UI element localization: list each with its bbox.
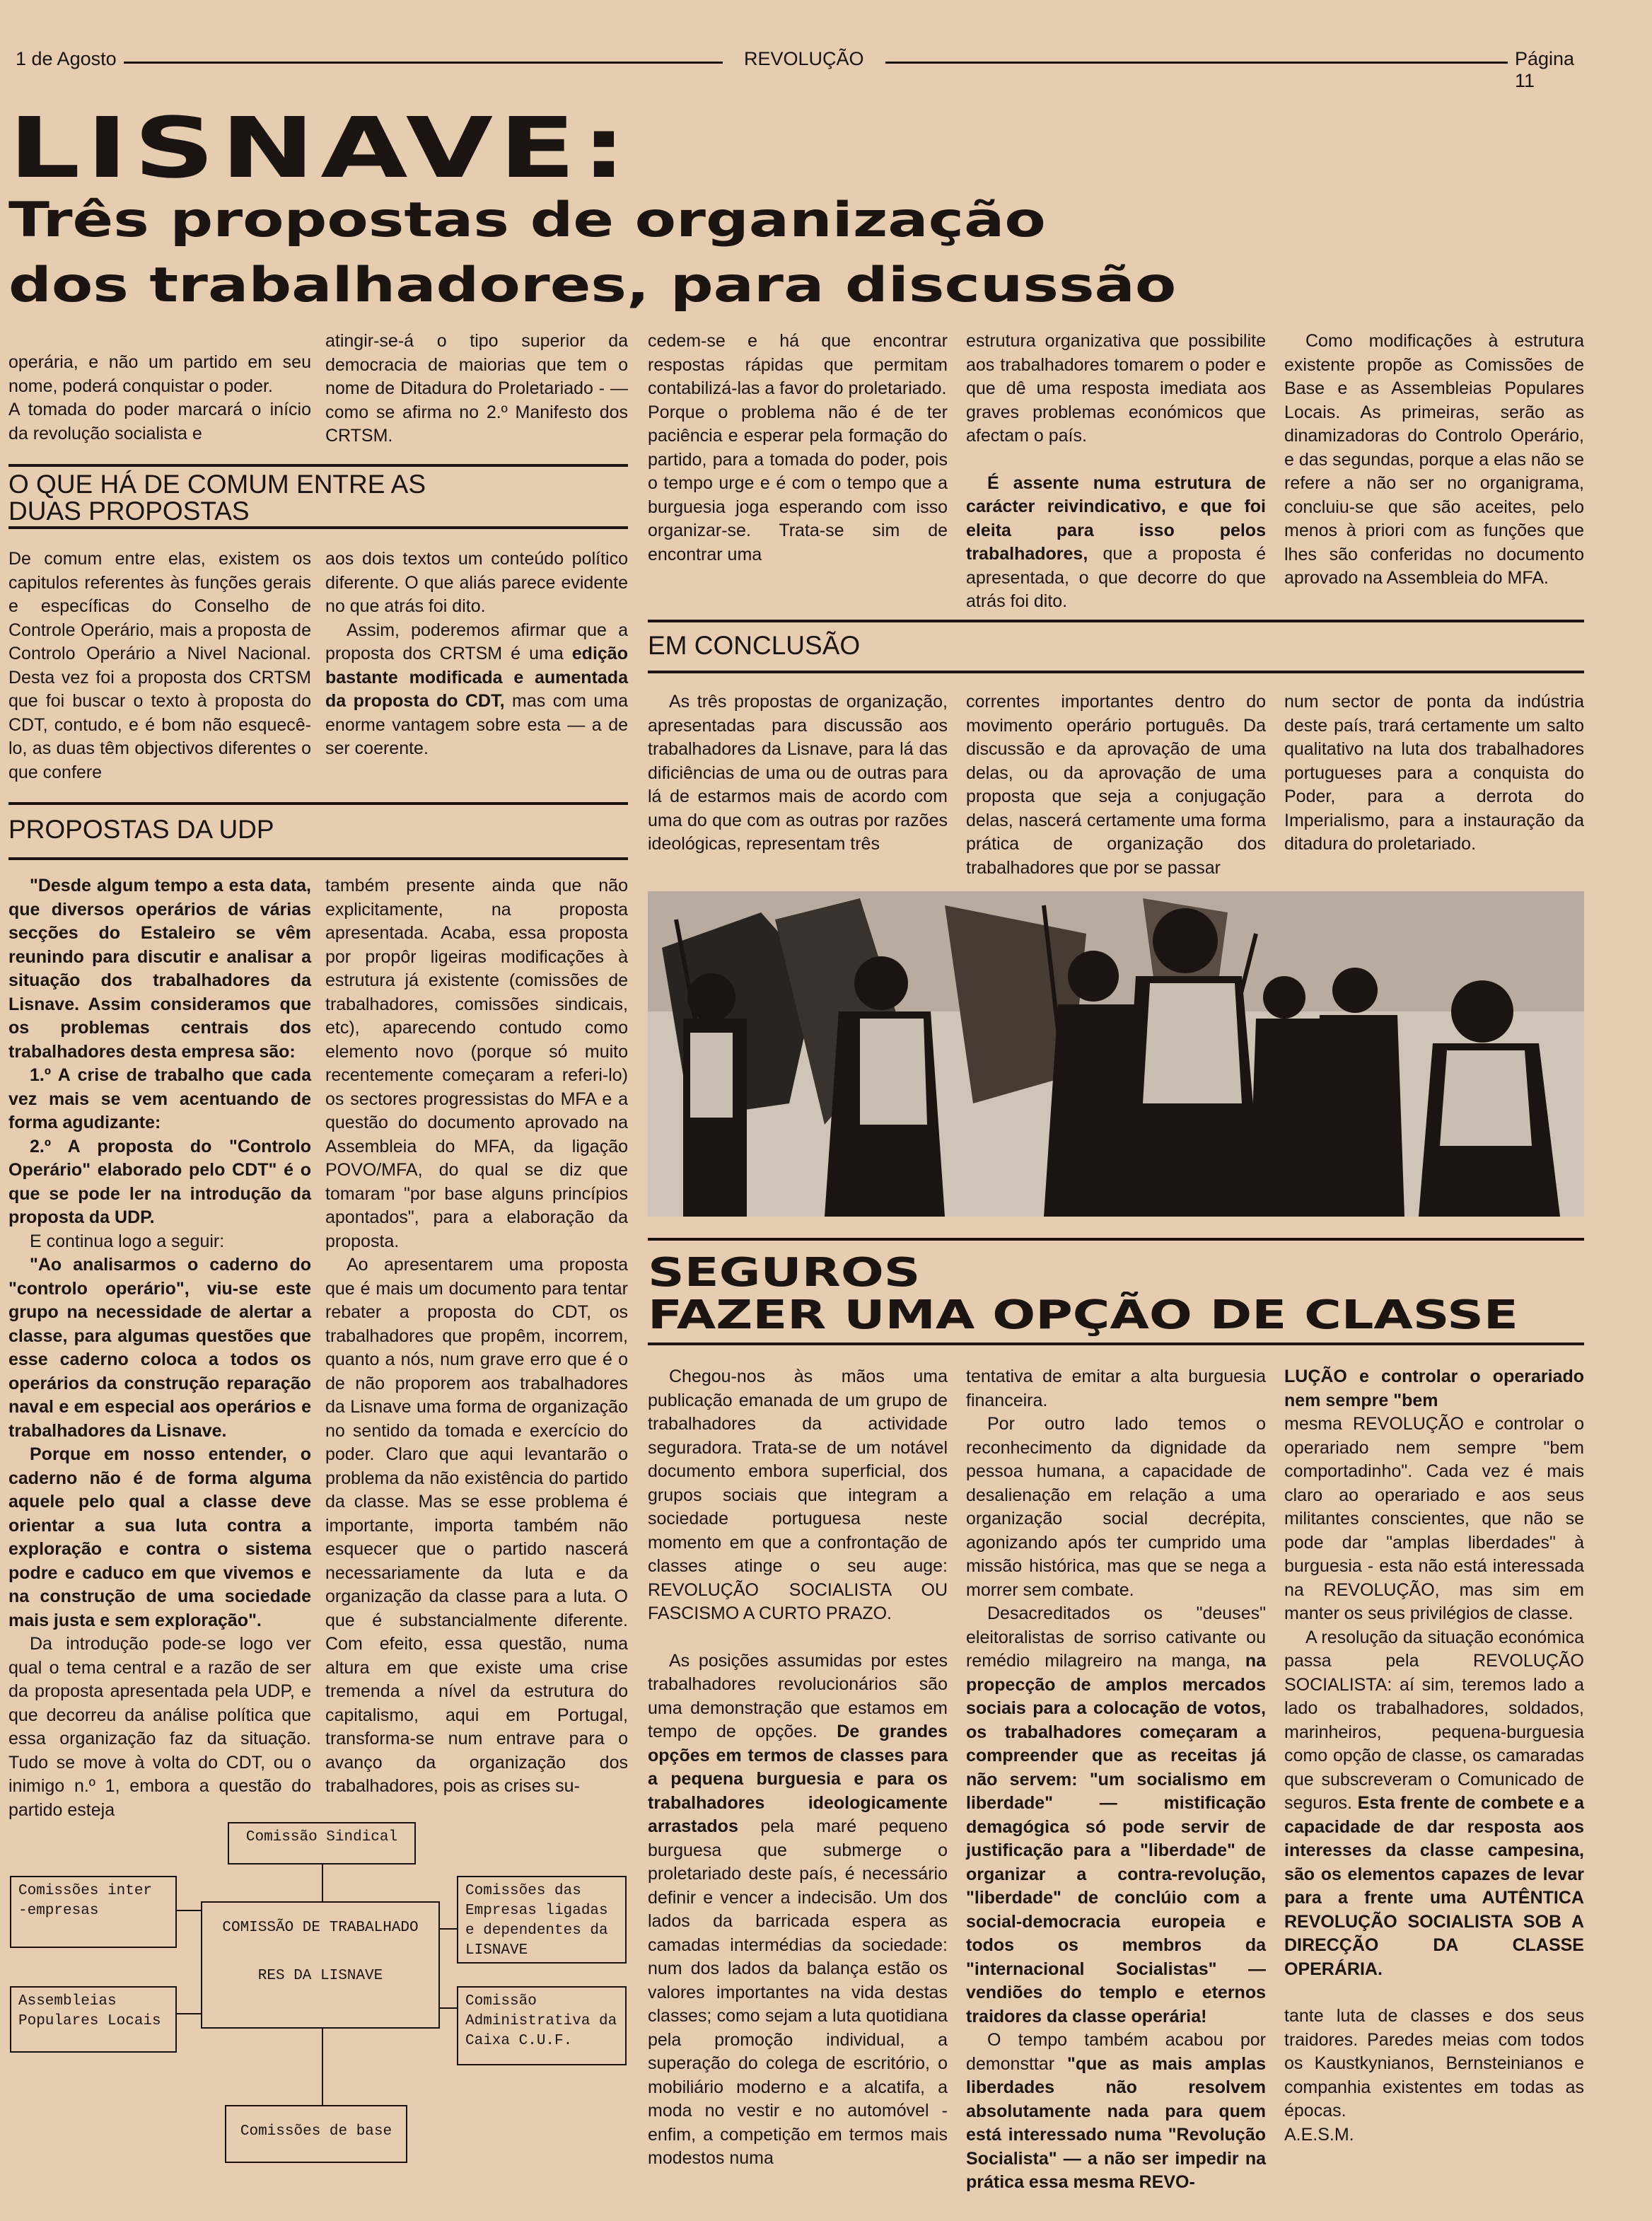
conclusao-col1-text: As três propostas de organização, apresentadas para discussão aos trabalhadores da Lisnave, para lá das dificiências de uma ou de outras para lá de estarmos mais de acordo com uma do que com as outras por razões ideológicas, representam três [648,692,948,854]
box-comissoes-de-base: Comissões de base [225,2105,407,2163]
headline-subtitle-2: dos trabalhadores, para discussão [8,257,1177,313]
header-page-number: Página 11 [1508,48,1593,92]
section-rule [8,526,628,529]
udp-quote-4: "Ao analisarmos o caderno do "controlo operário", viu-se este grupo na necessidade de alertar a classe, para algumas questões que esse caderno coloca a todos os operários da construção reparação naval e em especial aos operários e trabalhadores da Lisnave. [8,1255,311,1441]
section-rule [648,620,1584,622]
seguros-col3-bold-1: LUÇÃO e controlar o operariado nem sempre "bem [1284,1367,1584,1410]
udp-paragraph-1: E continua logo a seguir: [30,1231,225,1251]
col2-top-text: atingir-se-á o tipo superior da democracia de maiorias que tem o nome de Ditadura do Proletariado - — como se afirma no 2.º Manifesto dos CRTSM. [325,331,628,446]
seguros-col1-bold: De grandes opções em termos de classes para a pequena burguesia e para os trabalhadores ideologicamente arrastados [648,1722,948,1836]
col1-top-text: operária, e não um partido em seu nome, poderá conquistar o poder. A tomada do poder marcará o início da revolução socialista e [8,352,311,443]
seguros-col2-paragraph-3: Desacreditados os "deuses" eleitoralistas de sorriso cativante ou remédio milagreiro na manga, [966,1604,1266,1671]
headline-title: LISNAVE: [8,99,632,197]
seguros-col2-paragraph-4: O tempo também acabou por demonsttar [966,2030,1266,2074]
seguros-col3-paragraph-2: A resolução da situação económica passa pela REVOLUÇÃO SOCIALISTA: aí sim, teremos lado a lado os trabalhadores, soldados, marinheiros, pequena-burguesia como opção de classe, os camaradas que subscreveram o Comunicado de seguros. [1284,1627,1584,1813]
header-rule-left [115,62,723,64]
box-central-line-2: RES DA LISNAVE [257,1968,383,1984]
col4-top-paragraph-2: que a proposta é apresentada, o que decorre do que atrás foi dito. [966,544,1266,611]
box-central-line-1: COMISSÃO DE TRABALHADO [222,1920,419,1936]
seguros-col3-paragraph-3: tante luta de classes e dos seus traidores. Paredes meias com todos os Kaustkynianos, Bernsteinianos e companhia existentes em todas as épocas. [1284,2006,1584,2121]
udp-col2-paragraph-1: também presente ainda que não explicitamente, na proposta apresentada. Acaba, essa proposta por propôr ligeiras modificações à estrutura já existente (comissões de trabalhadores, comissões sindicais, etc), aparecendo contudo como elemento novo (porque só muito recentemente começaram a referi-lo) os sectores progressistas do MFA e a questão do documento aprovado na Assembleia do MFA, da ligação POVO/MFA, do qual se diz que tomaram "por base alguns princípios apontados", para a elaboração da proposta. [325,876,628,1251]
udp-quote-3: 2.º A proposta do "Controlo Operário" elaborado pelo CDT" é o que se pode ler na introdução da proposta da UDP. [8,1136,311,1227]
photo-illustration [648,891,1584,1217]
comum-col2-paragraph-2: Assim, poderemos afirmar que a proposta dos CRTSM é uma [325,620,628,663]
seguros-col3-text [1284,1365,1584,2147]
section-rule [8,802,628,805]
col4-top-paragraph-1: estrutura organizativa que possibilite aos trabalhadores tomarem o poder e que dê uma resposta imediata aos graves problemas económicos que afectam o país. [966,331,1266,446]
connector-line [440,1928,457,1930]
header-date: 1 de Agosto [8,48,124,70]
seguros-col1-paragraph-3: pela maré pequeno burguesa que submerge o proletariado deste país, é necessário definir e vencer a indecisão. Um dos lados da barricada espera as camadas intermédias da sociedade: num dos lados da balança estão os valores importantes na vida destas classes; como sejam a luta quotidiana pela promoção individual, a superação do colega de escritório, o mobiliário moderno e a alcatifa, a moda no vestir e no automóvel - enfim, a competição em termos mais modestos numa [648,1816,948,2168]
connector-line [440,2007,457,2009]
connector-line [322,1865,323,1901]
headline-subtitle-1: Três propostas de organização [8,192,1046,248]
section-rule [648,671,1584,673]
conclusao-col3-text: num sector de ponta da indústria deste país, trará certamente um salto qualitativo na luta dos trabalhadores portugueses para a conquista do Poder, para a derrota do Imperialismo, para a instauração da ditadura do proletariado. [1284,692,1584,854]
section-rule [8,857,628,860]
col4-top-bold: É assente numa estrutura de carácter reivindicativo, e que foi eleita para isso pelos trabalhadores, [966,472,1266,564]
seguros-col2-bold-1: na propecção de amplos mercados sociais para a colocação de votos, os trabalhadores começaram a compreender que as receitas já não servem: "um socialismo em liberdade" — mistificação demagógica só pode servir de justificação para a "liberdade" de organizar a contra-revolução, "liberdade" de conclúio com a social-democracia europeia e todos os membros da "internacional Socialistas" — vendiões do templo e eternos traidores da classe operária! [966,1651,1266,2026]
comum-col2-text [325,547,628,761]
box-comissao-sindical: Comissão Sindical [228,1822,416,1865]
conclusao-col2-text: correntes importantes dentro do movimento operário português. Da discussão e da aprovação de uma delas, ou da aprovação de uma proposta que seja a conjugação delas, nascerá certamente uma forma prática de organização dos trabalhadores que por se passar [966,692,1266,878]
box-comissoes-empresas: Comissões das Empresas ligadas e dependentes da LISNAVE [457,1876,627,1964]
connector-line [322,2029,323,2105]
seguros-title-1: SEGUROS [648,1250,921,1296]
udp-col2-paragraph-2: Ao apresentarem uma proposta que é mais um documento para tentar rebater a proposta do CDT, os trabalhadores que propêm, incorrem, quanto a nós, num grave erro que é o de não proporem aos trabalhadores da Lisnave uma forma de organização no sentido da tomada e exercício do poder. Claro que aqui levantarão o problema da não existência do partido da classe. Mas se esse problema é importante, importa também não esquecer que o partido nascerá necessariamente da luta e da organização da classe para a luta. O que é substancialmente diferente. Com efeito, essa questão, numa altura em que existe uma crise tremenda a nível da estrutura do capitalismo, aqui em Portugal, transforma-se num entrave para o avanço da organização dos trabalhadores, pois as crises su- [325,1255,628,1796]
seguros-col1-paragraph-1: Chegou-nos às mãos uma publicação emanada de um grupo de trabalhadores da actividade seguradora. Trata-se de um notável documento embora superficial, dos grupos sociais que integram a sociedade portuguesa neste momento em que a confrontação de classes atinge o seu auge: REVOLUÇÃO SOCIALISTA OU FASCISMO A CURTO PRAZO. [648,1367,948,1623]
comum-col2-paragraph-3: mas com uma enorme vantagem sobre esta — a de ser coerente. [325,691,628,758]
section-title-udp: PROPOSTAS DA UDP [8,815,274,844]
udp-col1-text [8,874,311,1822]
col4-top-text [966,330,1266,614]
seguros-title-2: FAZER UMA OPÇÃO DE CLASSE [648,1292,1518,1338]
seguros-col2-text [966,1365,1266,2195]
section-title-conclusao: EM CONCLUSÃO [648,631,861,660]
box-comissao-caixa: Comissão Administrativa da Caixa C.U.F. [457,1986,627,2065]
connector-line [177,1910,201,1911]
seguros-col1-paragraph-2: As posições assumidas por estes trabalhadores revolucionários são uma demonstração que estamos em tempo de opções. [648,1650,948,1741]
seguros-col1-text [648,1365,948,2171]
col3-top-paragraph: cedem-se e há que encontrar respostas rápidas que permitam contabilizá-las a favor do proletariado. Porque o problema não é de ter paciência e esperar pela formação do partido, para a tomada do poder, pois o tempo urge e é com o tempo que a burguesia joga esperando com isso organizar-se. Trata-se sim de encontrar uma [648,331,948,564]
seguros-col3-paragraph-1: mesma REVOLUÇÃO e controlar o operariado nem sempre "bem comportadinho". Cada vez é mais claro ao operariado e aos seus militantes conscientes, que não se pode dar "amplas liberdades" à burguesia - esta não está interessada na REVOLUÇÃO, mas sim em manter os seus privilégios de classe. [1284,1414,1584,1623]
udp-col2-text [325,874,628,1799]
box-comissoes-inter-empresas: Comissões inter -empresas [10,1876,177,1948]
seguros-signature: A.E.S.M. [1284,2124,1354,2145]
connector-line [177,2013,201,2014]
udp-quote-1: "Desde algum tempo a esta data, que diversos operários de várias secções do Estaleiro se vêm reunindo para discutir e analisar a situação dos trabalhadores da Lisnave. Assim consideramos que os problemas centrais dos trabalhadores desta empresa são: [8,876,311,1062]
box-comissao-trabalhadores [201,1901,440,2029]
col5-top-text: Como modificações à estrutura existente propõe as Comissões de Base e as Assembleias Populares Locais. As primeiras, serão as dinamizadoras do Controlo Operário, e das segundas, porque a elas não se refere a não ser no organigrama, concluiu-se que são aceites, pelo menos à priori com as funções que lhes são conferidas no documento aprovado na Assembleia do MFA. [1284,331,1584,588]
col3-top-text [648,330,948,567]
udp-paragraph-2: Da introdução pode-se logo ver qual o tema central e a razão de ser da proposta apresentada pela UDP, e que decorreu da análise política que essa organização faz da situação. Tudo se move à volta do CDT, ou o inimigo n.º 1, embora a questão do partido esteja [8,1634,311,1820]
comum-col2-bold: edição bastante modificada e aumentada da proposta do CDT, [325,644,628,711]
workers-protest-photo [648,891,1584,1217]
seguros-col2-paragraph-2: Por outro lado temos o reconhecimento da dignidade da pessoa humana, a capacidade de desalienação em relação a uma organização social decrépita, agonizando após ter cumprido uma missão histórica, mas que se nega a morrer sem combate. [966,1414,1266,1600]
header-rule-right [885,62,1508,64]
header-paper-name: REVOLUÇÃO [737,48,871,70]
seguros-col2-bold-2: "que as mais amplas liberdades não resolvem absolutamente nada para quem está interessado numa "Revolução Socialista" — a não ser impedir na prática essa mesma REVO- [966,2053,1266,2192]
section-title-comum: O QUE HÁ DE COMUM ENTRE AS DUAS PROPOSTAS [8,470,426,526]
udp-quote-5: Porque em nosso entender, o caderno não é de forma alguma aquele pelo qual a classe deve orientar a sua luta contra a exploração e contra o sistema podre e caduco em que vivemos e na construção de uma sociedade mais justa e sem exploração". [8,1444,311,1630]
page-header [8,48,1593,91]
comum-col1-text: De comum entre elas, existem os capitulos referentes às funções gerais e específicas do Conselho de Controle Operário, mais a proposta de Controlo Operário a Nivel Nacional. Desta vez foi a proposta dos CRTSM que foi buscar o texto à proposta do CDT, contudo, e é bom não esquecê-lo, as duas têm objectivos diferentes o que confere [8,549,311,782]
section-rule [648,1343,1584,1345]
box-assembleias-populares: Assembleias Populares Locais [10,1986,177,2053]
section-rule [648,1238,1584,1241]
seguros-col2-paragraph-1: tentativa de emitar a alta burguesia financeira. [966,1367,1266,1410]
seguros-col3-bold-2: Esta frente de combete e a capacidade de dar resposta aos interesses da classe campesina, são os elementos capazes de levar para a frente uma AUTÊNTICA REVOLUÇÃO SOCIALISTA SOB A DIRECÇÃO DA CLASSE OPERÁRIA. [1284,1793,1584,1979]
section-rule [8,464,628,467]
comum-col2-paragraph-1: aos dois textos um conteúdo político diferente. O que aliás parece evidente no que atrás foi dito. [325,549,628,616]
udp-quote-2: 1.º A crise de trabalho que cada vez mais se vem acentuando de forma agudizante: [8,1065,311,1132]
